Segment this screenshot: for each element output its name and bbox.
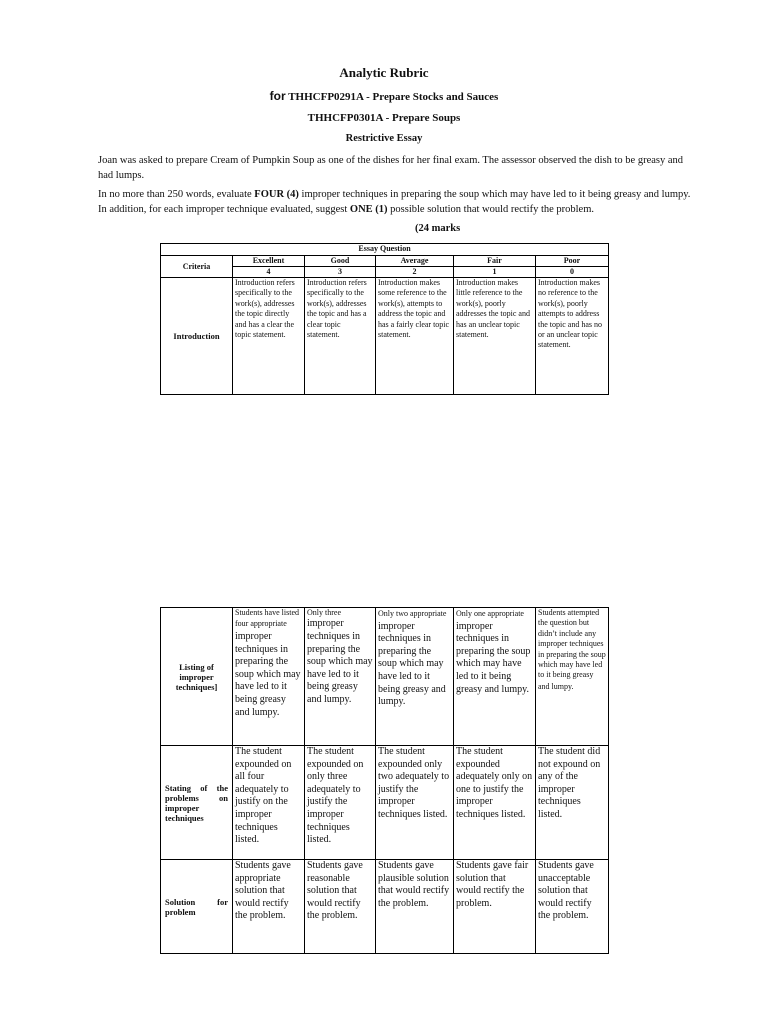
unit-code-1: THHCFP0291A - Prepare Stocks and Sauces — [288, 91, 499, 103]
stating-cell-poor: The student did not expound on any of the improper techniques listed. — [536, 746, 609, 860]
level-score-poor: 0 — [536, 267, 609, 278]
criterion-stating: Stating of the problems on improper techniques — [161, 746, 233, 860]
listing-good-body: improper techniques in preparing the soup which may have led to it being greasy and lumpy. — [307, 618, 373, 705]
criterion-introduction: Introduction — [161, 278, 233, 395]
intro-cell-good: Introduction refers specifically to the work(s), addresses the topic and has a clear topic statement. — [305, 278, 376, 395]
level-score-excellent: 4 — [233, 267, 305, 278]
listing-cell-fair — [454, 608, 536, 746]
listing-average-lead: Only two appropriate — [378, 609, 447, 618]
document-title: Analytic Rubric — [339, 65, 429, 80]
essay-question-header: Essay Question — [161, 244, 609, 256]
criteria-header: Criteria — [161, 256, 233, 278]
level-name-average: Average — [376, 256, 454, 267]
solution-cell-good: Students gave reasonable solution that would rectify the problem. — [305, 860, 376, 954]
listing-cell-poor — [536, 608, 609, 746]
listing-cell-excellent — [233, 608, 305, 746]
intro-cell-fair: Introduction makes little reference to the work(s), poorly addresses the topic and has an unclear topic statement. — [454, 278, 536, 395]
intro-cell-excellent: Introduction refers specifically to the work(s), addresses the topic directly and has a clear the topic statement. — [233, 278, 305, 395]
solution-cell-average: Students gave plausible solution that would rectify the problem. — [376, 860, 454, 954]
criterion-listing: Listing of improper techniques] — [161, 608, 233, 746]
stating-cell-average: The student expounded only two adequately to justify the improper techniques listed. — [376, 746, 454, 860]
level-name-good: Good — [305, 256, 376, 267]
instruction-paragraph — [98, 188, 698, 217]
listing-good-lead: Only three — [307, 608, 341, 617]
marks-label: (24 marks — [415, 223, 461, 234]
level-name-poor: Poor — [536, 256, 609, 267]
criterion-solution: Solution for problem — [161, 860, 233, 954]
level-name-excellent: Excellent — [233, 256, 305, 267]
solution-cell-excellent: Students gave appropriate solution that would rectify the problem. — [233, 860, 305, 954]
listing-cell-average — [376, 608, 454, 746]
instruction-bold-1: FOUR (4) — [254, 189, 299, 200]
level-score-fair: 1 — [454, 267, 536, 278]
intro-cell-average: Introduction makes some reference to the work(s), attempts to address the topic and has a fairly clear topic statement. — [376, 278, 454, 395]
intro-cell-poor: Introduction makes no reference to the work(s), poorly attempts to address the topic and has no or an unclear topic statement. — [536, 278, 609, 395]
rubric-table-bottom — [160, 607, 609, 954]
listing-average-body: improper techniques in preparing the soup which may have led to it being greasy and lumpy. — [378, 620, 446, 708]
listing-fair-lead: Only one appropriate — [456, 609, 524, 618]
level-name-fair: Fair — [454, 256, 536, 267]
scenario-paragraph: Joan was asked to prepare Cream of Pumpkin Soup as one of the dishes for her final exam. The assessor observed the dish to be greasy and had lumps. — [98, 155, 684, 181]
solution-cell-poor: Students gave unacceptable solution that would rectify the problem. — [536, 860, 609, 954]
stating-cell-excellent: The student expounded on all four adequately to justify on the improper techniques listed. — [233, 746, 305, 860]
instruction-bold-2: ONE (1) — [349, 203, 388, 215]
essay-type: Restrictive Essay — [345, 133, 423, 144]
solution-cell-fair: Students gave fair solution that would rectify the problem. — [454, 860, 536, 954]
listing-excellent-body: improper techniques in preparing the soup which may have led to it being greasy and lumpy. — [235, 631, 301, 718]
for-label: for — [269, 89, 286, 103]
listing-excellent-lead: Students have listed four appropriate — [235, 608, 299, 629]
instruction-text-3: possible solution that would rectify the problem. — [387, 203, 595, 215]
stating-cell-good: The student expounded on only three adequately to justify the improper techniques listed. — [305, 746, 376, 860]
listing-fair-body: improper techniques in preparing the soup which may have led to it being greasy and lumpy. — [456, 620, 531, 695]
instruction-text-2: improper techniques in preparing the soup which may have led to it being greasy and lumpy. In addition, for each improper technique evaluated, suggest — [98, 189, 691, 215]
unit-heading-2: THHCFP0301A - Prepare Soups — [307, 112, 461, 124]
unit-heading-1 — [0, 89, 768, 103]
level-score-good: 3 — [305, 267, 376, 278]
listing-poor-lead: Students attempted the question but didn’t include any improper techniques in preparing the soup which may have led to it being greasy and lumpy. — [538, 608, 606, 691]
instruction-text-1: In no more than 250 words, evaluate — [98, 189, 255, 200]
listing-cell-good — [305, 608, 376, 746]
rubric-table-top — [160, 243, 609, 395]
stating-cell-fair: The student expounded adequately only on one to justify the improper techniques listed. — [454, 746, 536, 860]
level-score-average: 2 — [376, 267, 454, 278]
